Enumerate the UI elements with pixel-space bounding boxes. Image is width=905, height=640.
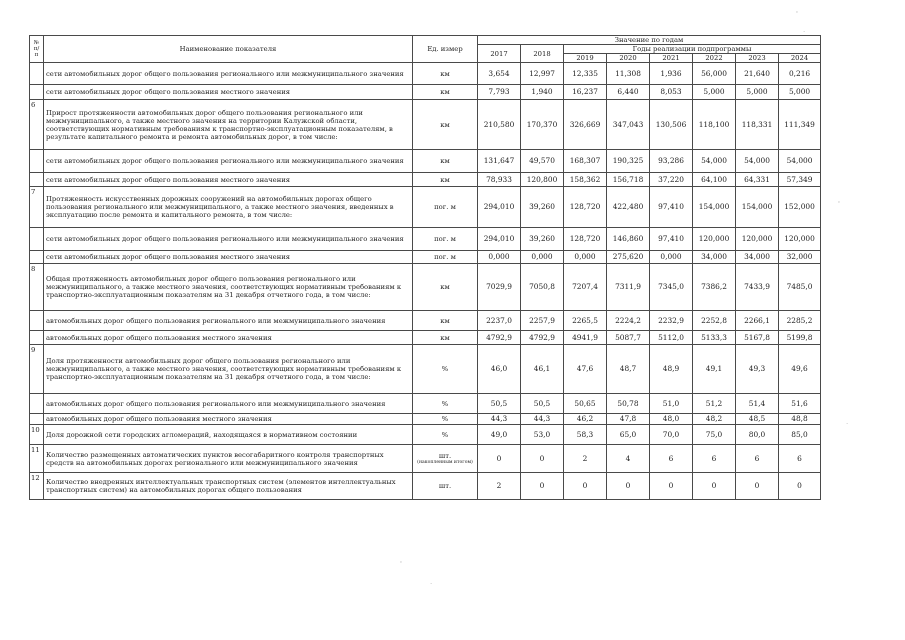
- header-year-2021: 2021: [650, 54, 693, 63]
- row-number: 11: [30, 445, 44, 473]
- value-cell-2024: 48,8: [779, 414, 821, 425]
- value-cell-2019: 128,720: [564, 187, 607, 228]
- value-cell-2023: 5167,8: [736, 331, 779, 345]
- unit-cell: [413, 331, 478, 345]
- value-cell-2019: 158,362: [564, 173, 607, 187]
- value-cell-2017: 46,0: [478, 345, 521, 394]
- value-cell-2024: 57,349: [779, 173, 821, 187]
- value-cell-2017: 131,647: [478, 150, 521, 173]
- value-cell-2017: 49,0: [478, 425, 521, 445]
- unit-cell: [413, 100, 478, 150]
- value-cell-2023: 51,4: [736, 394, 779, 414]
- unit-label: шт.: [438, 482, 452, 490]
- value-cell-2021: 97,410: [650, 228, 693, 251]
- row-number: [30, 173, 44, 187]
- value-cell-2017: 50,5: [478, 394, 521, 414]
- value-cell-2022: 56,000: [693, 63, 736, 85]
- row-number: [30, 331, 44, 345]
- unit-label: км: [440, 69, 450, 78]
- table-row: [30, 85, 821, 100]
- value-cell-2023: 54,000: [736, 150, 779, 173]
- indicator-name: Количество размещенных автоматических пунктов весогабаритного контроля транспортных средств на автомобильных дорогах регионального или межмуниципального значения: [44, 445, 413, 473]
- value-cell-2021: 37,220: [650, 173, 693, 187]
- value-cell-2018: 46,1: [521, 345, 564, 394]
- row-number: [30, 311, 44, 331]
- value-cell-2017: 294,010: [478, 228, 521, 251]
- unit-cell: [413, 228, 478, 251]
- row-number: 10: [30, 425, 44, 445]
- header-year-2022: 2022: [693, 54, 736, 63]
- value-cell-2023: 34,000: [736, 251, 779, 264]
- value-cell-2021: 0: [650, 473, 693, 500]
- indicator-name: Общая протяженность автомобильных дорог общего пользования регионального или межмуниципального, а также местного значения, соответствующих нормативным требованиям к транспортно-эксплуатационным показателям на 31 декабря отчетного года, в том числе:: [44, 264, 413, 311]
- scan-artifact-mark: ·: [803, 28, 806, 36]
- table-row: [30, 445, 821, 473]
- table-row: [30, 473, 821, 500]
- value-cell-2017: 210,580: [478, 100, 521, 150]
- row-number: 8: [30, 264, 44, 311]
- unit-label: км: [440, 88, 450, 96]
- value-cell-2023: 120,000: [736, 228, 779, 251]
- value-cell-2022: 118,100: [693, 100, 736, 150]
- indicators-table: [29, 35, 821, 500]
- value-cell-2021: 0,000: [650, 251, 693, 264]
- row-number: 7: [30, 187, 44, 228]
- value-cell-2019: 50,65: [564, 394, 607, 414]
- indicator-name: сети автомобильных дорог общего пользования регионального или межмуниципального значения: [44, 228, 413, 251]
- unit-label: км: [440, 175, 450, 184]
- table-row: [30, 251, 821, 264]
- indicator-name: сети автомобильных дорог общего пользования местного значения: [44, 251, 413, 264]
- value-cell-2021: 5112,0: [650, 331, 693, 345]
- value-cell-2019: 58,3: [564, 425, 607, 445]
- value-cell-2018: 49,570: [521, 150, 564, 173]
- value-cell-2020: 4: [607, 445, 650, 473]
- unit-cell: [413, 345, 478, 394]
- value-cell-2024: 51,6: [779, 394, 821, 414]
- value-cell-2020: 422,480: [607, 187, 650, 228]
- value-cell-2024: 2285,2: [779, 311, 821, 331]
- unit-label: км: [440, 283, 450, 291]
- value-cell-2020: 146,860: [607, 228, 650, 251]
- value-cell-2017: 0: [478, 445, 521, 473]
- unit-cell: [413, 63, 478, 85]
- indicator-name: автомобильных дорог общего пользования регионального или межмуниципального значения: [44, 394, 413, 414]
- unit-cell: [413, 311, 478, 331]
- value-cell-2017: 7029,9: [478, 264, 521, 311]
- value-cell-2023: 118,331: [736, 100, 779, 150]
- value-cell-2022: 6: [693, 445, 736, 473]
- value-cell-2023: 49,3: [736, 345, 779, 394]
- value-cell-2021: 130,506: [650, 100, 693, 150]
- indicator-name: автомобильных дорог общего пользования местного значения: [44, 414, 413, 425]
- value-cell-2018: 170,370: [521, 100, 564, 150]
- table-row: [30, 173, 821, 187]
- value-cell-2018: 120,800: [521, 173, 564, 187]
- value-cell-2023: 6: [736, 445, 779, 473]
- unit-cell: [413, 445, 478, 473]
- unit-label: пог. м: [434, 253, 456, 261]
- value-cell-2024: 0,216: [779, 63, 821, 85]
- value-cell-2018: 50,5: [521, 394, 564, 414]
- value-cell-2018: 44,3: [521, 414, 564, 425]
- unit-cell: [413, 85, 478, 100]
- value-cell-2022: 64,100: [693, 173, 736, 187]
- value-cell-2022: 49,1: [693, 345, 736, 394]
- table-row: [30, 228, 821, 251]
- unit-cell: [413, 187, 478, 228]
- value-cell-2022: 5133,3: [693, 331, 736, 345]
- row-number: [30, 414, 44, 425]
- scan-artifact-mark: ': [400, 560, 402, 568]
- value-cell-2024: 49,6: [779, 345, 821, 394]
- value-cell-2018: 4792,9: [521, 331, 564, 345]
- value-cell-2017: 2237,0: [478, 311, 521, 331]
- table-row: [30, 100, 821, 150]
- value-cell-2021: 6: [650, 445, 693, 473]
- value-cell-2019: 168,307: [564, 150, 607, 173]
- unit-label: %: [441, 415, 449, 423]
- value-cell-2024: 111,349: [779, 100, 821, 150]
- table-row: [30, 311, 821, 331]
- header-num: № п/п: [30, 36, 44, 63]
- value-cell-2021: 2232,9: [650, 311, 693, 331]
- value-cell-2018: 12,997: [521, 63, 564, 85]
- table-body: [30, 63, 821, 500]
- value-cell-2019: 12,335: [564, 63, 607, 85]
- value-cell-2018: 0: [521, 473, 564, 500]
- value-cell-2024: 54,000: [779, 150, 821, 173]
- table-row: [30, 187, 821, 228]
- value-cell-2020: 47,8: [607, 414, 650, 425]
- indicator-name: Доля протяженности автомобильных дорог общего пользования регионального или межмуниципального, а также местного значения, соответствующих нормативным требованиям к транспортно-эксплуатационным показателям на 31 декабря отчетного года, в том числе:: [44, 345, 413, 394]
- value-cell-2021: 1,936: [650, 63, 693, 85]
- table-row: [30, 425, 821, 445]
- row-number: [30, 394, 44, 414]
- indicator-name: Количество внедренных интеллектуальных транспортных систем (элементов интеллектуальных транспортных систем) на автомобильных дорогах общего пользования: [44, 473, 413, 500]
- table-row: [30, 63, 821, 85]
- value-cell-2017: 44,3: [478, 414, 521, 425]
- header-year-2018: 2018: [521, 45, 564, 63]
- value-cell-2024: 120,000: [779, 228, 821, 251]
- value-cell-2021: 93,286: [650, 150, 693, 173]
- value-cell-2020: 347,043: [607, 100, 650, 150]
- value-cell-2022: 154,000: [693, 187, 736, 228]
- value-cell-2017: 3,654: [478, 63, 521, 85]
- indicator-name: Доля дорожной сети городских агломераций, находящаяся в нормативном состоянии: [44, 425, 413, 445]
- value-cell-2021: 8,053: [650, 85, 693, 100]
- unit-label: шт.: [438, 452, 452, 460]
- header-program-years: Годы реализации подпрограммы: [564, 45, 821, 54]
- value-cell-2017: 7,793: [478, 85, 521, 100]
- row-number: [30, 63, 44, 85]
- value-cell-2020: 190,325: [607, 150, 650, 173]
- header-unit: Ед. измер: [413, 36, 478, 63]
- value-cell-2019: 47,6: [564, 345, 607, 394]
- unit-note: (накопленным итогом): [417, 460, 473, 465]
- value-cell-2022: 54,000: [693, 150, 736, 173]
- indicator-name: Прирост протяженности автомобильных дорог общего пользования регионального или межмуниципального, а также местного значения на территории Калужской области, соответствующих нормативным требованиям к транспортно-эксплуатационным показателям, в результате капитального ремонта и ремонта автомобильных дорог, в том числе:: [44, 100, 413, 150]
- value-cell-2020: 11,308: [607, 63, 650, 85]
- value-cell-2017: 2: [478, 473, 521, 500]
- indicator-name: сети автомобильных дорог общего пользования регионального или межмуниципального значения: [44, 150, 413, 173]
- value-cell-2018: 1,940: [521, 85, 564, 100]
- header-values-by-year: Значение по годам: [478, 36, 821, 45]
- scan-artifact-mark: ': [796, 10, 798, 18]
- unit-cell: [413, 394, 478, 414]
- table-row: [30, 414, 821, 425]
- value-cell-2021: 51,0: [650, 394, 693, 414]
- value-cell-2023: 2266,1: [736, 311, 779, 331]
- value-cell-2019: 16,237: [564, 85, 607, 100]
- value-cell-2020: 7311,9: [607, 264, 650, 311]
- unit-label: км: [440, 316, 450, 325]
- unit-cell: [413, 473, 478, 500]
- indicator-name: автомобильных дорог общего пользования местного значения: [44, 331, 413, 345]
- unit-cell: [413, 150, 478, 173]
- value-cell-2020: 6,440: [607, 85, 650, 100]
- value-cell-2020: 65,0: [607, 425, 650, 445]
- unit-label: %: [441, 399, 449, 408]
- value-cell-2018: 0: [521, 445, 564, 473]
- value-cell-2017: 294,010: [478, 187, 521, 228]
- scan-artifact-mark: ·: [846, 420, 849, 428]
- value-cell-2023: 48,5: [736, 414, 779, 425]
- value-cell-2019: 326,669: [564, 100, 607, 150]
- value-cell-2018: 7050,8: [521, 264, 564, 311]
- value-cell-2020: 48,7: [607, 345, 650, 394]
- value-cell-2024: 6: [779, 445, 821, 473]
- value-cell-2024: 0: [779, 473, 821, 500]
- value-cell-2022: 7386,2: [693, 264, 736, 311]
- value-cell-2020: 2224,2: [607, 311, 650, 331]
- indicator-name: автомобильных дорог общего пользования регионального или межмуниципального значения: [44, 311, 413, 331]
- header-year-2019: 2019: [564, 54, 607, 63]
- value-cell-2023: 5,000: [736, 85, 779, 100]
- value-cell-2024: 7485,0: [779, 264, 821, 311]
- unit-label: %: [441, 365, 449, 373]
- value-cell-2021: 48,0: [650, 414, 693, 425]
- header-year-2017: 2017: [478, 45, 521, 63]
- value-cell-2024: 152,000: [779, 187, 821, 228]
- scan-artifact-mark: ·: [430, 580, 433, 588]
- value-cell-2019: 2: [564, 445, 607, 473]
- row-number: [30, 150, 44, 173]
- table-row: [30, 264, 821, 311]
- table-row: [30, 394, 821, 414]
- unit-label: км: [440, 157, 450, 165]
- table-row: [30, 345, 821, 394]
- value-cell-2017: 78,933: [478, 173, 521, 187]
- value-cell-2022: 5,000: [693, 85, 736, 100]
- table-row: [30, 331, 821, 345]
- row-number: 9: [30, 345, 44, 394]
- scan-artifact-mark: ': [838, 200, 840, 208]
- unit-label: км: [440, 120, 450, 129]
- value-cell-2018: 39,260: [521, 187, 564, 228]
- unit-cell: [413, 425, 478, 445]
- value-cell-2019: 2265,5: [564, 311, 607, 331]
- header-year-2024: 2024: [779, 54, 821, 63]
- value-cell-2023: 154,000: [736, 187, 779, 228]
- indicator-name: сети автомобильных дорог общего пользования регионального или межмуниципального значения: [44, 63, 413, 85]
- value-cell-2022: 120,000: [693, 228, 736, 251]
- value-cell-2021: 7345,0: [650, 264, 693, 311]
- value-cell-2020: 50,78: [607, 394, 650, 414]
- value-cell-2024: 5,000: [779, 85, 821, 100]
- value-cell-2022: 51,2: [693, 394, 736, 414]
- value-cell-2023: 21,640: [736, 63, 779, 85]
- value-cell-2021: 97,410: [650, 187, 693, 228]
- unit-label: %: [441, 430, 449, 439]
- value-cell-2021: 48,9: [650, 345, 693, 394]
- value-cell-2019: 46,2: [564, 414, 607, 425]
- unit-cell: [413, 251, 478, 264]
- header-name: Наименование показателя: [44, 36, 413, 63]
- value-cell-2019: 7207,4: [564, 264, 607, 311]
- unit-cell: [413, 173, 478, 187]
- value-cell-2022: 48,2: [693, 414, 736, 425]
- row-number: [30, 85, 44, 100]
- value-cell-2018: 39,260: [521, 228, 564, 251]
- value-cell-2022: 0: [693, 473, 736, 500]
- header-year-2020: 2020: [607, 54, 650, 63]
- unit-label: пог. м: [434, 203, 456, 211]
- indicator-name: сети автомобильных дорог общего пользования местного значения: [44, 173, 413, 187]
- unit-label: пог. м: [434, 235, 456, 243]
- value-cell-2020: 0: [607, 473, 650, 500]
- value-cell-2018: 2257,9: [521, 311, 564, 331]
- value-cell-2018: 0,000: [521, 251, 564, 264]
- value-cell-2022: 75,0: [693, 425, 736, 445]
- value-cell-2023: 64,331: [736, 173, 779, 187]
- value-cell-2024: 32,000: [779, 251, 821, 264]
- row-number: [30, 251, 44, 264]
- value-cell-2023: 0: [736, 473, 779, 500]
- value-cell-2021: 70,0: [650, 425, 693, 445]
- value-cell-2017: 0,000: [478, 251, 521, 264]
- value-cell-2018: 53,0: [521, 425, 564, 445]
- value-cell-2023: 7433,9: [736, 264, 779, 311]
- value-cell-2020: 5087,7: [607, 331, 650, 345]
- value-cell-2019: 0: [564, 473, 607, 500]
- value-cell-2020: 275,620: [607, 251, 650, 264]
- value-cell-2024: 85,0: [779, 425, 821, 445]
- indicator-name: Протяженность искусственных дорожных сооружений на автомобильных дорогах общего пользования регионального или межмуниципального, а также местного значения, введенных в эксплуатацию после ремонта и капитального ремонта, в том числе:: [44, 187, 413, 228]
- unit-cell: [413, 264, 478, 311]
- value-cell-2022: 2252,8: [693, 311, 736, 331]
- row-number: 6: [30, 100, 44, 150]
- value-cell-2019: 128,720: [564, 228, 607, 251]
- indicators-table-sheet: [29, 35, 820, 500]
- value-cell-2020: 156,718: [607, 173, 650, 187]
- value-cell-2023: 80,0: [736, 425, 779, 445]
- row-number: [30, 228, 44, 251]
- value-cell-2019: 0,000: [564, 251, 607, 264]
- unit-label: км: [440, 333, 450, 342]
- value-cell-2019: 4941,9: [564, 331, 607, 345]
- header-year-2023: 2023: [736, 54, 779, 63]
- indicator-name: сети автомобильных дорог общего пользования местного значения: [44, 85, 413, 100]
- row-number: 12: [30, 473, 44, 500]
- value-cell-2022: 34,000: [693, 251, 736, 264]
- value-cell-2024: 5199,8: [779, 331, 821, 345]
- table-row: [30, 150, 821, 173]
- unit-cell: [413, 414, 478, 425]
- value-cell-2017: 4792,9: [478, 331, 521, 345]
